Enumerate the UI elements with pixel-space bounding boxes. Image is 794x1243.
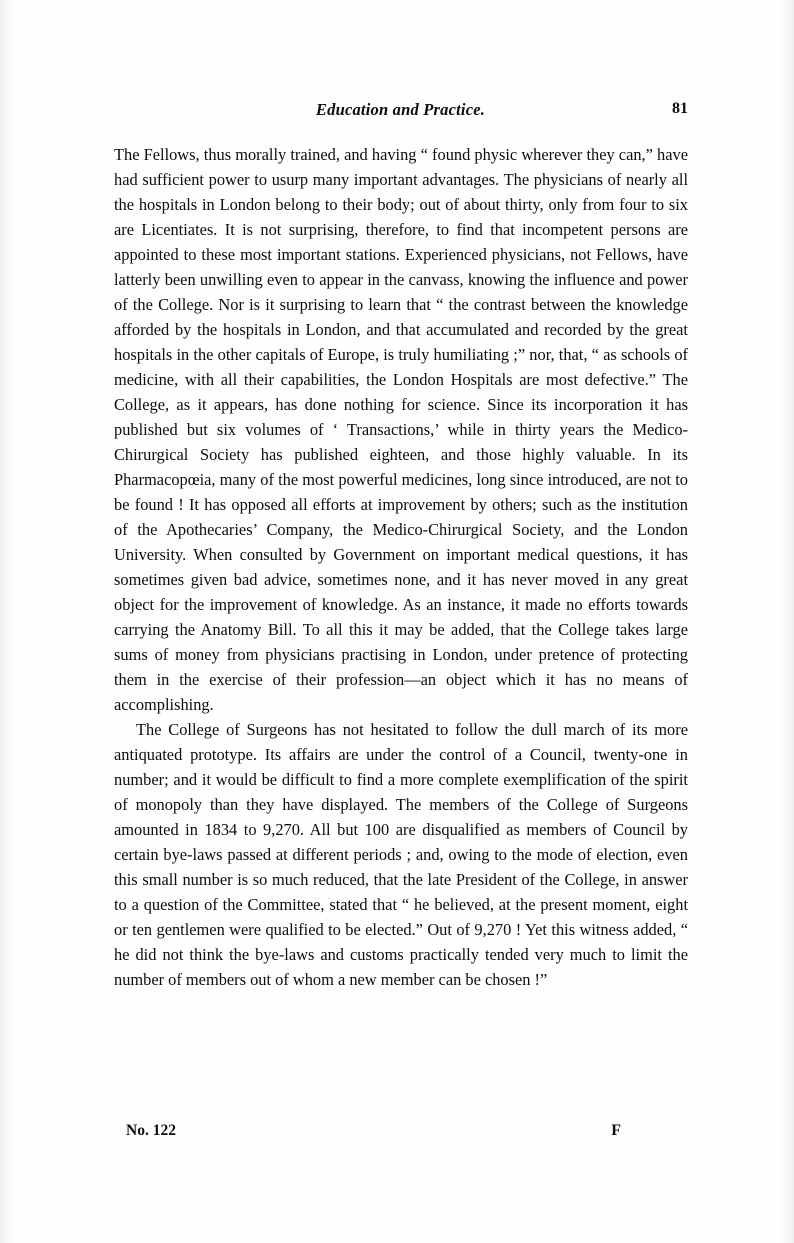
- issue-number: No. 122: [126, 1122, 176, 1139]
- page-edge-shadow-right: [778, 0, 794, 1243]
- page-number: 81: [672, 100, 688, 117]
- body-text: [114, 142, 688, 992]
- running-title: Education and Practice.: [315, 100, 486, 119]
- page-footer: [126, 1122, 686, 1144]
- paragraph-1: The Fellows, thus morally trained, and having “ found physic wherever they can,” have had sufficient power to usurp many important advantages. The physicians of nearly all the hospitals in London belong to their body; out of about thirty, only from four to six are Licentiates. It is not surprising, therefore, to find that incompetent persons are appointed to these most important stations. Experienced physicians, not Fellows, have latterly been unwilling even to appear in the canvass, knowing the influence and power of the College. Nor is it surprising to learn that “ the contrast between the knowledge afforded by the hospitals in London, and that accumulated and recorded by the great hospitals in the other capitals of Europe, is truly humiliating ;” nor, that, “ as schools of medicine, with all their capabilities, the London Hospitals are most defective.” The College, as it appears, has done nothing for science. Since its incorporation it has published but six volumes of ‘ Transactions,’ while in thirty years the Medico-Chirurgical Society has published eighteen, and those highly valuable. In its Pharmacopœia, many of the most powerful medicines, long since introduced, are not to be found ! It has opposed all efforts at improvement by others; such as the institution of the Apothecaries’ Company, the Medico-Chirurgical Society, and the London University. When consulted by Government on important medical questions, it has sometimes given bad advice, sometimes none, and it has never moved in any great object for the improvement of knowledge. As an instance, it made no efforts towards carrying the Anatomy Bill. To all this it may be added, that the College takes large sums of money from physicians practising in London, under pretence of protecting them in the exercise of their profession—an object which it has no means of accomplishing.: [114, 145, 688, 714]
- page-header: [113, 100, 688, 122]
- page-edge-shadow-left: [0, 0, 14, 1243]
- signature-mark: F: [611, 1122, 621, 1139]
- paragraph-2: The College of Surgeons has not hesitated to follow the dull march of its more antiquated prototype. Its affairs are under the control of a Council, twenty-one in number; and it would be difficult to find a more complete exemplification of the spirit of monopoly than they have displayed. The members of the College of Surgeons amounted in 1834 to 9,270. All but 100 are disqualified as members of Council by certain bye-laws passed at different periods ; and, owing to the mode of election, even this small number is so much reduced, that the late President of the College, in answer to a question of the Committee, stated that “ he believed, at the present moment, eight or ten gentlemen were qualified to be elected.” Out of 9,270 ! Yet this witness added, “ he did not think the bye-laws and customs practically tended very much to limit the number of members out of whom a new member can be chosen !”: [114, 720, 688, 989]
